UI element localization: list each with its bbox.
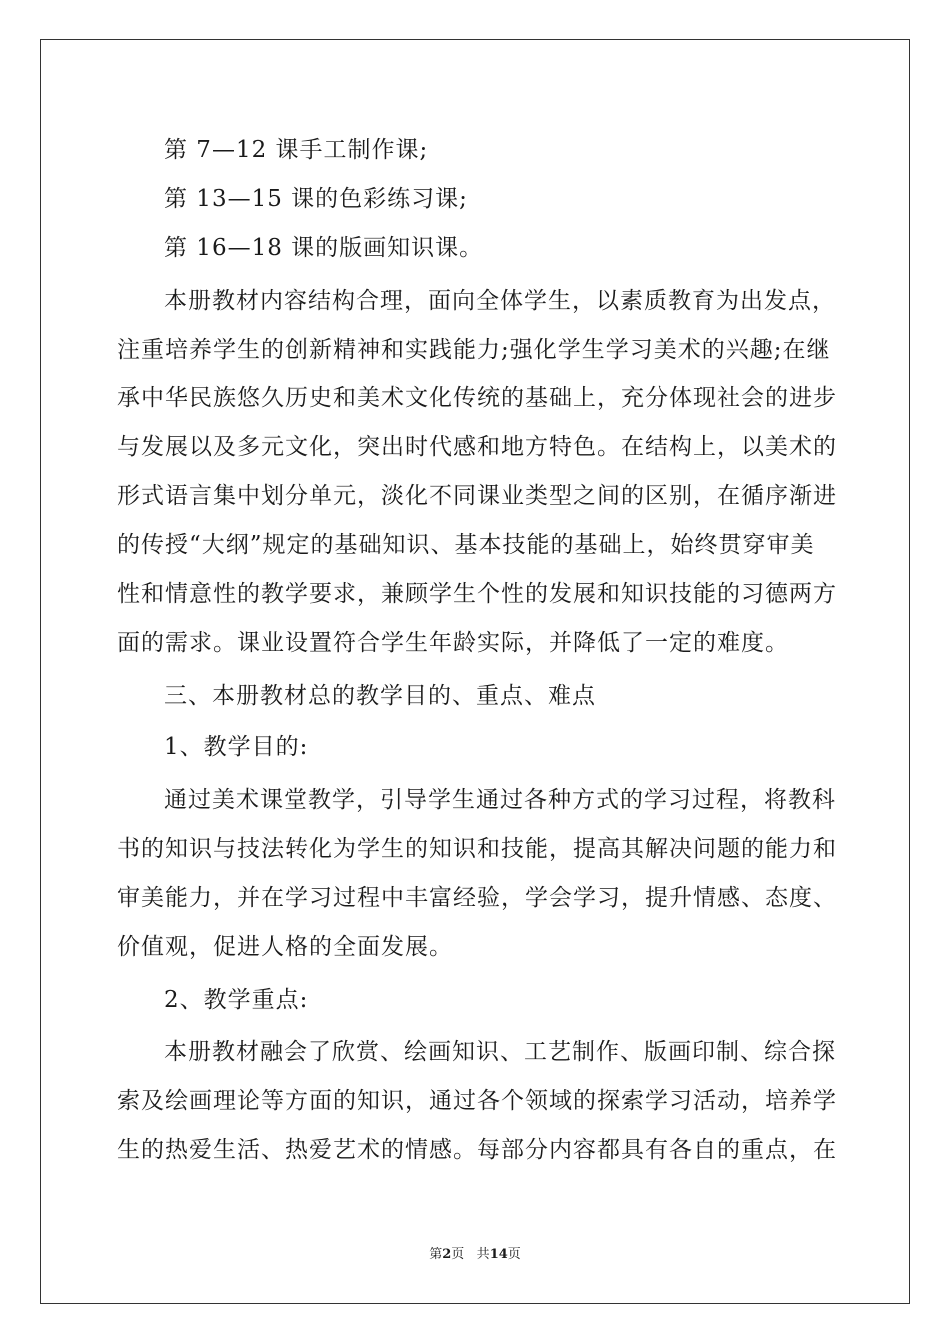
text-line: 生的热爱生活、热爱艺术的情感。每部分内容都具有各自的重点，在 [117,1137,837,1163]
text-line: 本册教材融会了欣赏、绘画知识、工艺制作、版画印制、综合探 [164,1039,836,1065]
subsection-heading: 2、教学重点: [164,987,309,1013]
section-heading: 三、本册教材总的教学目的、重点、难点 [164,683,596,709]
text-line: 价值观，促进人格的全面发展。 [117,934,453,960]
text-line: 与发展以及多元文化，突出时代感和地方特色。在结构上，以美术的 [117,434,837,460]
text-line: 注重培养学生的创新精神和实践能力;强化学生学习美术的兴趣;在继 [117,337,831,363]
text-line: 面的需求。课业设置符合学生年龄实际，并降低了一定的难度。 [117,630,789,656]
text-line: 书的知识与技法转化为学生的知识和技能，提高其解决问题的能力和 [117,836,837,862]
current-page-number: 2 [442,1247,452,1262]
text-line: 第 7—12 课手工制作课; [164,137,429,163]
footer-page-unit: 页 [451,1247,465,1262]
text-line: 形式语言集中划分单元，淡化不同课业类型之间的区别，在循序渐进 [117,483,837,509]
text-line: 性和情意性的教学要求，兼顾学生个性的发展和知识技能的习德两方 [117,581,837,607]
text-line: 第 16—18 课的版画知识课。 [164,235,484,261]
text-line: 本册教材内容结构合理，面向全体学生，以素质教育为出发点， [164,288,836,314]
subsection-heading: 1、教学目的: [164,734,309,760]
text-line: 通过美术课堂教学，引导学生通过各种方式的学习过程，将教科 [164,787,836,813]
total-pages-number: 14 [489,1247,508,1262]
text-line: 审美能力，并在学习过程中丰富经验，学会学习，提升情感、态度、 [117,885,837,911]
text-line: 索及绘画理论等方面的知识，通过各个领域的探索学习活动，培养学 [117,1088,837,1114]
footer-total-prefix: 共 [476,1247,490,1262]
footer-total-unit: 页 [507,1247,521,1262]
text-line: 第 13—15 课的色彩练习课; [164,186,468,212]
page-footer [0,1243,950,1262]
text-line: 承中华民族悠久历史和美术文化传统的基础上，充分体现社会的进步 [117,385,837,411]
text-line: 的传授“大纲”规定的基础知识、基本技能的基础上，始终贯穿审美 [117,532,815,558]
footer-prefix: 第 [429,1247,443,1262]
